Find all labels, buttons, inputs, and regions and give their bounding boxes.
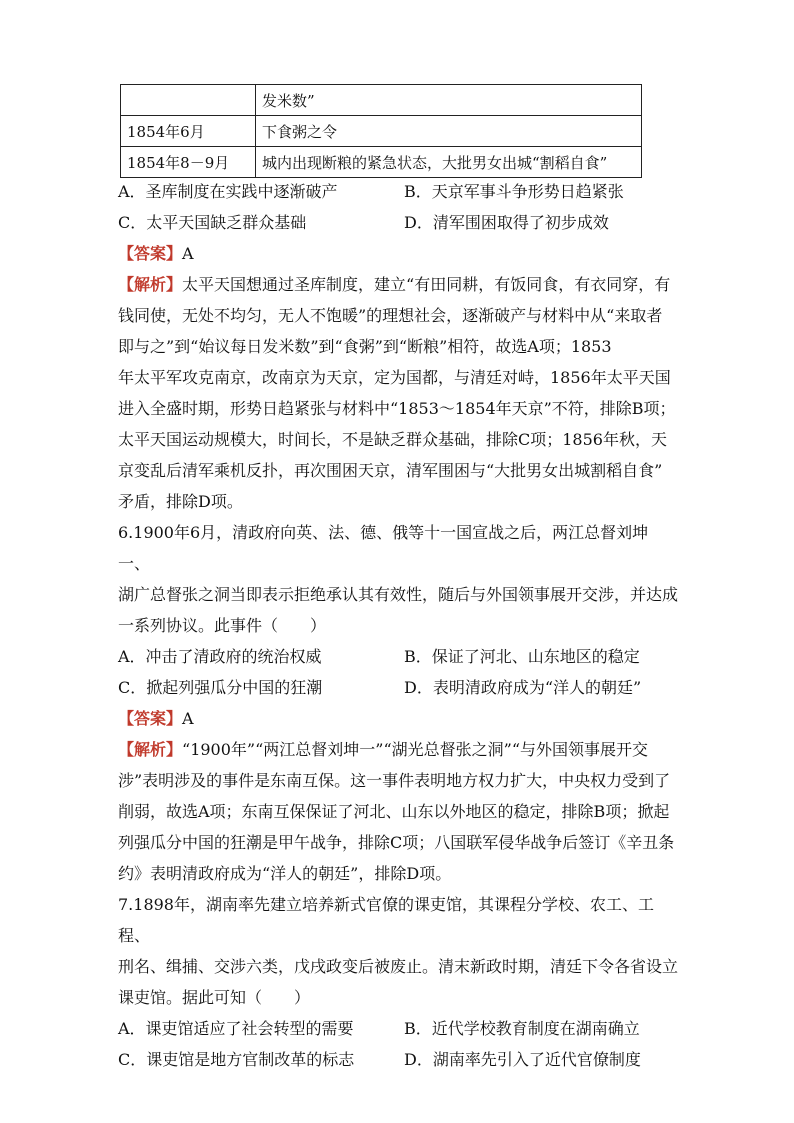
stem-line: 7.1898年，湖南率先建立培养新式官僚的课吏馆，其课程分学校、农工、工程、 — [118, 895, 654, 945]
q6-option-a: A．冲击了清政府的统治权威 — [118, 647, 322, 666]
analysis-line: 列强瓜分中国的狂潮是甲午战争，排除C项；八国联军侵华战争后签订《辛丑条 — [118, 833, 675, 852]
analysis-line: 涉”表明涉及的事件是东南互保。这一事件表明地方权力扩大，中央权力受到了 — [118, 771, 671, 790]
analysis-label: 【解析】 — [118, 740, 183, 759]
analysis-line: 年太平军攻克南京，改南京为天京，定为国都，与清廷对峙，1856年太平天国 — [118, 368, 671, 387]
q7-option-c: C．课吏馆是地方官制改革的标志 — [118, 1050, 355, 1069]
q5-option-b: B．天京军事斗争形势日趋紧张 — [404, 182, 624, 201]
table-cell-event: 城内出现断粮的紧急状态，大批男女出城“割稻自食” — [256, 147, 642, 178]
analysis-line: 即与之”到“始议每日发米数”到“食粥”到“断粮”相符，故选A项；1853 — [118, 337, 612, 356]
q7-option-d: D．湖南率先引入了近代官僚制度 — [404, 1050, 641, 1069]
analysis-line: 京变乱后清军乘机反扑，再次围困天京，清军围困与“大批男女出城割稻自食” — [118, 461, 663, 480]
q6-option-c: C．掀起列强瓜分中国的狂潮 — [118, 678, 323, 697]
history-table — [120, 84, 642, 178]
q7-option-a: A．课吏馆适应了社会转型的需要 — [118, 1019, 354, 1038]
table-cell-date: 1854年6月 — [121, 116, 256, 147]
q6-analysis — [118, 734, 678, 889]
q6-stem — [118, 517, 678, 641]
q7-stem — [118, 889, 678, 1013]
q5-option-d: D．清军围困取得了初步成效 — [404, 213, 609, 232]
stem-line: 刑名、缉捕、交涉六类，戊戌政变后被废止。清末新政时期，清廷下令各省设立 — [118, 957, 679, 976]
analysis-line: 进入全盛时期，形势日趋紧张与材料中“1853～1854年天京”不符，排除B项； — [118, 399, 676, 418]
analysis-label: 【解析】 — [118, 275, 183, 294]
q5-option-a: A．圣库制度在实践中逐渐破产 — [118, 182, 338, 201]
q7-option-b: B．近代学校教育制度在湖南确立 — [404, 1019, 640, 1038]
analysis-line: 削弱，故选A项；东南互保保证了河北、山东以外地区的稳定，排除B项；掀起 — [118, 802, 670, 821]
stem-line: 湖广总督张之洞当即表示拒绝承认其有效性，随后与外国领事展开交涉，并达成 — [118, 585, 679, 604]
table-row — [121, 116, 642, 147]
q6-answer — [118, 703, 678, 734]
analysis-line: 太平天国运动规模大，时间长，不是缺乏群众基础，排除C项；1856年秋，天 — [118, 430, 667, 449]
q5-options-row-1 — [118, 176, 678, 207]
question-content — [118, 176, 678, 1075]
stem-line: 课吏馆。据此可知（ ） — [118, 988, 311, 1007]
q6-option-d: D．表明清政府成为“洋人的朝廷” — [404, 678, 642, 697]
q7-options-row-1 — [118, 1013, 678, 1044]
table-cell-date: 1854年8－9月 — [121, 147, 256, 178]
answer-label: 【答案】 — [118, 709, 183, 728]
table-row — [121, 85, 642, 116]
q6-options-row-1 — [118, 641, 678, 672]
q6-option-b: B．保证了河北、山东地区的稳定 — [404, 647, 640, 666]
answer-label: 【答案】 — [118, 244, 183, 263]
analysis-line: 钱同使，无处不均匀，无人不饱暖”的理想社会，逐渐破产与材料中从“来取者 — [118, 306, 663, 325]
q5-option-c: C．太平天国缺乏群众基础 — [118, 213, 307, 232]
table-row — [121, 147, 642, 178]
analysis-line: 约》表明清政府成为“洋人的朝廷”，排除D项。 — [118, 864, 452, 883]
q5-options-row-2 — [118, 207, 678, 238]
stem-line: 一系列协议。此事件（ ） — [118, 616, 327, 635]
stem-line: 6.1900年6月，清政府向英、法、德、俄等十一国宣战之后，两江总督刘坤一、 — [118, 523, 649, 573]
analysis-line: 【解析】“1900年”“两江总督刘坤一”“湖光总督张之洞”“与外国领事展开交 — [118, 740, 648, 759]
answer-value: A — [182, 244, 194, 263]
table-cell-event: 发米数” — [256, 85, 642, 116]
table-cell-event: 下食粥之令 — [256, 116, 642, 147]
analysis-line: 【解析】太平天国想通过圣库制度，建立“有田同耕，有饭同食，有衣同穿，有 — [118, 275, 671, 294]
table-cell-date — [121, 85, 256, 116]
q7-options-row-2 — [118, 1044, 678, 1075]
q6-options-row-2 — [118, 672, 678, 703]
answer-value: A — [182, 709, 194, 728]
q5-analysis — [118, 269, 678, 517]
analysis-line: 矛盾，排除D项。 — [118, 492, 243, 511]
q5-answer — [118, 238, 678, 269]
